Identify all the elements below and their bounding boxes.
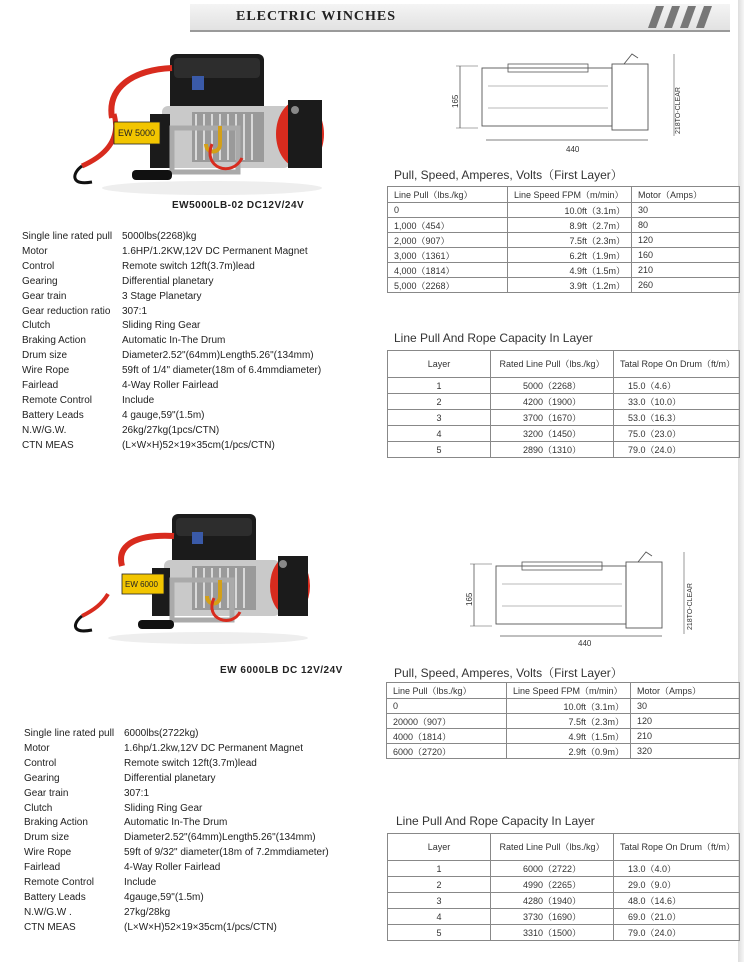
- spec-value: 4-Way Roller Fairlead: [122, 380, 219, 392]
- table-cell: 4.9ft（1.5m）: [507, 729, 631, 744]
- dimension-length-2: 440: [578, 639, 592, 648]
- table-cell: 260: [632, 278, 740, 293]
- winch-badge-1: EW 5000: [118, 128, 156, 138]
- spec-row: [24, 831, 329, 846]
- table-cell: 6000（2722）: [491, 861, 614, 877]
- spec-row: [24, 876, 329, 891]
- spec-row: [22, 379, 321, 394]
- spec-row: [24, 921, 329, 936]
- table-cell: 79.0（24.0）: [614, 442, 740, 458]
- spec-label: Control: [22, 260, 55, 272]
- table-header-row: [388, 187, 740, 203]
- table-cell: 0: [388, 203, 508, 218]
- spec-value: 27kg/28kg: [124, 906, 171, 918]
- speed-table-2: [386, 682, 740, 759]
- table-row: [388, 442, 740, 458]
- table-cell: 30: [632, 203, 740, 218]
- table-row: [388, 909, 740, 925]
- table-cell: 79.0（24.0）: [614, 925, 740, 941]
- spec-label: Battery Leads: [22, 409, 84, 421]
- table-cell: 4000（1814）: [387, 729, 507, 744]
- table-cell: 80: [632, 218, 740, 233]
- table-row: [388, 263, 740, 278]
- table-row: [388, 394, 740, 410]
- page-title: ELECTRIC WINCHES: [236, 9, 397, 24]
- spec-label: N.W/G.W.: [22, 424, 67, 436]
- spec-label: Gearing: [22, 275, 58, 287]
- table-row: [388, 218, 740, 233]
- spec-row: [24, 742, 329, 757]
- spec-value: Include: [124, 877, 157, 889]
- winch-photo-2: [68, 508, 318, 648]
- spec-value: 59ft of 9/32" diameter(18m of 7.2mmdiameter): [124, 847, 329, 859]
- spec-label: Wire Rope: [22, 365, 70, 377]
- spec-row: [22, 230, 321, 245]
- table-header-row: [387, 683, 740, 699]
- spec-label: Gearing: [24, 772, 60, 784]
- table-cell: 8.9ft（2.7m）: [508, 218, 632, 233]
- spec-value: Automatic In-The Drum: [122, 335, 226, 347]
- layer-table-title-2: Line Pull And Rope Capacity In Layer: [396, 814, 595, 828]
- table-cell: 2: [388, 877, 491, 893]
- table-cell: 4200（1900）: [491, 394, 614, 410]
- spec-label: Braking Action: [22, 335, 86, 347]
- spec-row: [22, 424, 321, 439]
- table-cell: 15.0（4.6）: [614, 378, 740, 394]
- table-cell: 320: [631, 744, 740, 759]
- spec-label: N.W/G.W .: [24, 906, 72, 918]
- column-header: Motor（Amps）: [631, 683, 740, 699]
- spec-label: Clutch: [22, 320, 51, 332]
- spec-row: [22, 275, 321, 290]
- spec-row: [24, 846, 329, 861]
- spec-value: 307:1: [124, 787, 150, 799]
- spec-label: Drum size: [22, 350, 68, 362]
- table-cell: 210: [631, 729, 740, 744]
- spec-row: [22, 319, 321, 334]
- table-cell: 69.0（21.0）: [614, 909, 740, 925]
- spec-list-1: [22, 230, 321, 454]
- table-cell: 2.9ft（0.9m）: [507, 744, 631, 759]
- spec-value: Diameter2.52"(64mm)Length5.26"(134mm): [124, 832, 316, 844]
- spec-value: Include: [122, 394, 155, 406]
- table-cell: 1: [388, 861, 491, 877]
- spec-label: Single line rated pull: [22, 231, 113, 242]
- spec-row: [24, 861, 329, 876]
- column-header: Line Pull（lbs./kg）: [388, 187, 508, 203]
- spec-label: Single line rated pull: [24, 728, 115, 739]
- spec-row: [24, 727, 329, 742]
- dimension-length-1: 440: [566, 145, 580, 154]
- table-cell: 20000（907）: [387, 714, 507, 729]
- layer-table-2: [387, 833, 740, 941]
- table-cell: 1: [388, 378, 491, 394]
- table-row: [388, 378, 740, 394]
- table-cell: 3,000（1361）: [388, 248, 508, 263]
- layer-table-1: [387, 350, 740, 458]
- spec-value: 1.6hp/1.2kw,12V DC Permanent Magnet: [124, 742, 303, 754]
- spec-value: Sliding Ring Gear: [124, 802, 203, 814]
- spec-label: Motor: [22, 245, 48, 257]
- spec-list-2: [24, 727, 329, 936]
- dimension-clear-2: 218TO-CLEAR: [687, 583, 694, 630]
- table-cell: 48.0（14.6）: [614, 893, 740, 909]
- spec-value: 4-Way Roller Fairlead: [124, 862, 221, 874]
- table-cell: 33.0（10.0）: [614, 394, 740, 410]
- spec-label: Drum size: [24, 832, 70, 844]
- table-cell: 4,000（1814）: [388, 263, 508, 278]
- spec-value: 1.6HP/1.2KW,12V DC Permanent Magnet: [122, 245, 308, 257]
- table-cell: 160: [632, 248, 740, 263]
- spec-value: 6000lbs(2722kg): [124, 728, 199, 739]
- table-row: [388, 248, 740, 263]
- spec-row: [24, 757, 329, 772]
- spec-row: [24, 772, 329, 787]
- dimension-height-2: 165: [465, 592, 474, 606]
- spec-label: Remote Control: [22, 394, 93, 406]
- table-cell: 7.5ft（2.3m）: [508, 233, 632, 248]
- spec-label: Gear reduction ratio: [22, 305, 111, 317]
- spec-value: (L×W×H)52×19×35cm(1/pcs/CTN): [122, 439, 275, 451]
- table-cell: 3700（1670）: [491, 410, 614, 426]
- layer-table-title-1: Line Pull And Rope Capacity In Layer: [394, 331, 593, 345]
- page-edge-shadow: [738, 0, 744, 962]
- spec-label: Gear train: [22, 290, 67, 302]
- spec-row: [22, 409, 321, 424]
- table-cell: 120: [632, 233, 740, 248]
- spec-label: Fairlead: [22, 380, 59, 392]
- spec-value: Diameter2.52"(64mm)Length5.26"(134mm): [122, 350, 314, 362]
- table-cell: 4: [388, 909, 491, 925]
- table-cell: 3.9ft（1.2m）: [508, 278, 632, 293]
- spec-value: 4gauge,59"(1.5m): [124, 891, 204, 903]
- spec-row: [24, 816, 329, 831]
- table-cell: 30: [631, 699, 740, 714]
- table-cell: 7.5ft（2.3m）: [507, 714, 631, 729]
- spec-row: [24, 787, 329, 802]
- spec-value: 4 gauge,59"(1.5m): [122, 409, 205, 421]
- table-cell: 6.2ft（1.9m）: [508, 248, 632, 263]
- spec-value: Sliding Ring Gear: [122, 320, 201, 332]
- spec-row: [22, 290, 321, 305]
- dimension-drawing-1: [448, 46, 698, 156]
- table-cell: 2890（1310）: [491, 442, 614, 458]
- table-cell: 5000（2268）: [491, 378, 614, 394]
- column-header: Layer: [388, 834, 491, 861]
- table-cell: 120: [631, 714, 740, 729]
- spec-row: [22, 439, 321, 454]
- table-cell: 29.0（9.0）: [614, 877, 740, 893]
- table-cell: 0: [387, 699, 507, 714]
- column-header: Line Speed FPM（m/min）: [507, 683, 631, 699]
- spec-value: 3 Stage Planetary: [122, 290, 202, 302]
- column-header: Line Pull（lbs./kg）: [387, 683, 507, 699]
- spec-value: 5000lbs(2268)kg: [122, 231, 197, 242]
- spec-value: (L×W×H)52×19×35cm(1/pcs/CTN): [124, 921, 277, 933]
- model-label-2: EW 6000LB DC 12V/24V: [220, 665, 343, 676]
- speed-table-1: [387, 186, 740, 293]
- table-cell: 4280（1940）: [491, 893, 614, 909]
- table-row: [388, 877, 740, 893]
- table-cell: 75.0（23.0）: [614, 426, 740, 442]
- spec-label: Control: [24, 757, 57, 769]
- table-cell: 3: [388, 410, 491, 426]
- spec-label: Wire Rope: [24, 847, 72, 859]
- spec-row: [22, 364, 321, 379]
- column-header: Tatal Rope On Drum（ft/m）: [614, 351, 740, 378]
- table-cell: 1,000（454）: [388, 218, 508, 233]
- table-row: [387, 699, 740, 714]
- dimension-height-1: 165: [451, 94, 460, 108]
- speed-table-title-1: Pull, Speed, Amperes, Volts（First Layer）: [394, 168, 623, 182]
- table-row: [388, 861, 740, 877]
- header-stripes-decoration: [642, 6, 712, 28]
- spec-value: Remote switch 12ft(3.7m)lead: [124, 757, 257, 769]
- table-header-row: [388, 351, 740, 378]
- spec-value: 59ft of 1/4" diameter(18m of 6.4mmdiameter): [122, 365, 322, 377]
- page-header: [190, 4, 730, 32]
- spec-label: Battery Leads: [24, 891, 86, 903]
- spec-label: Motor: [24, 742, 50, 754]
- spec-label: Braking Action: [24, 817, 88, 829]
- spec-row: [22, 349, 321, 364]
- table-row: [387, 729, 740, 744]
- table-row: [387, 744, 740, 759]
- spec-row: [22, 394, 321, 409]
- spec-value: Differential planetary: [124, 772, 216, 784]
- column-header: Layer: [388, 351, 491, 378]
- spec-row: [24, 906, 329, 921]
- spec-label: Fairlead: [24, 862, 61, 874]
- spec-value: Automatic In-The Drum: [124, 817, 228, 829]
- spec-label: Remote Control: [24, 877, 95, 889]
- column-header: Rated Line Pull（lbs./kg）: [491, 834, 614, 861]
- table-row: [387, 714, 740, 729]
- spec-row: [22, 245, 321, 260]
- table-cell: 13.0（4.0）: [614, 861, 740, 877]
- spec-row: [22, 260, 321, 275]
- table-cell: 4: [388, 426, 491, 442]
- model-label-1: EW5000LB-02 DC12V/24V: [172, 200, 305, 211]
- table-row: [388, 233, 740, 248]
- table-cell: 2,000（907）: [388, 233, 508, 248]
- table-cell: 3: [388, 893, 491, 909]
- column-header: Line Speed FPM（m/min）: [508, 187, 632, 203]
- spec-label: Gear train: [24, 787, 69, 799]
- table-cell: 5,000（2268）: [388, 278, 508, 293]
- spec-value: 307:1: [122, 305, 148, 317]
- column-header: Tatal Rope On Drum（ft/m）: [614, 834, 740, 861]
- dimension-drawing-2: [462, 544, 712, 652]
- speed-table-title-2: Pull, Speed, Amperes, Volts（First Layer）: [394, 666, 623, 680]
- table-cell: 3310（1500）: [491, 925, 614, 941]
- spec-row: [22, 334, 321, 349]
- spec-value: Differential planetary: [122, 275, 214, 287]
- spec-value: 26kg/27kg(1pcs/CTN): [122, 424, 220, 436]
- table-cell: 10.0ft（3.1m）: [507, 699, 631, 714]
- spec-label: CTN MEAS: [24, 921, 76, 933]
- table-row: [388, 925, 740, 941]
- table-row: [388, 893, 740, 909]
- column-header: Motor（Amps）: [632, 187, 740, 203]
- table-row: [388, 410, 740, 426]
- spec-value: Remote switch 12ft(3.7m)lead: [122, 260, 255, 272]
- table-cell: 3200（1450）: [491, 426, 614, 442]
- spec-label: CTN MEAS: [22, 439, 74, 451]
- table-cell: 210: [632, 263, 740, 278]
- dimension-clear-1: 218TO-CLEAR: [675, 87, 682, 134]
- spec-row: [24, 802, 329, 817]
- spec-row: [24, 891, 329, 906]
- table-cell: 53.0（16.3）: [614, 410, 740, 426]
- table-row: [388, 203, 740, 218]
- table-header-row: [388, 834, 740, 861]
- table-cell: 5: [388, 442, 491, 458]
- column-header: Rated Line Pull（lbs./kg）: [491, 351, 614, 378]
- table-cell: 3730（1690）: [491, 909, 614, 925]
- spec-row: [22, 305, 321, 320]
- table-cell: 10.0ft（3.1m）: [508, 203, 632, 218]
- table-row: [388, 426, 740, 442]
- table-cell: 4.9ft（1.5m）: [508, 263, 632, 278]
- winch-photo-1: [62, 48, 342, 198]
- table-cell: 6000（2720）: [387, 744, 507, 759]
- spec-label: Clutch: [24, 802, 53, 814]
- table-cell: 4990（2265）: [491, 877, 614, 893]
- table-cell: 2: [388, 394, 491, 410]
- table-row: [388, 278, 740, 293]
- table-cell: 5: [388, 925, 491, 941]
- winch-badge-2: EW 6000: [125, 580, 158, 589]
